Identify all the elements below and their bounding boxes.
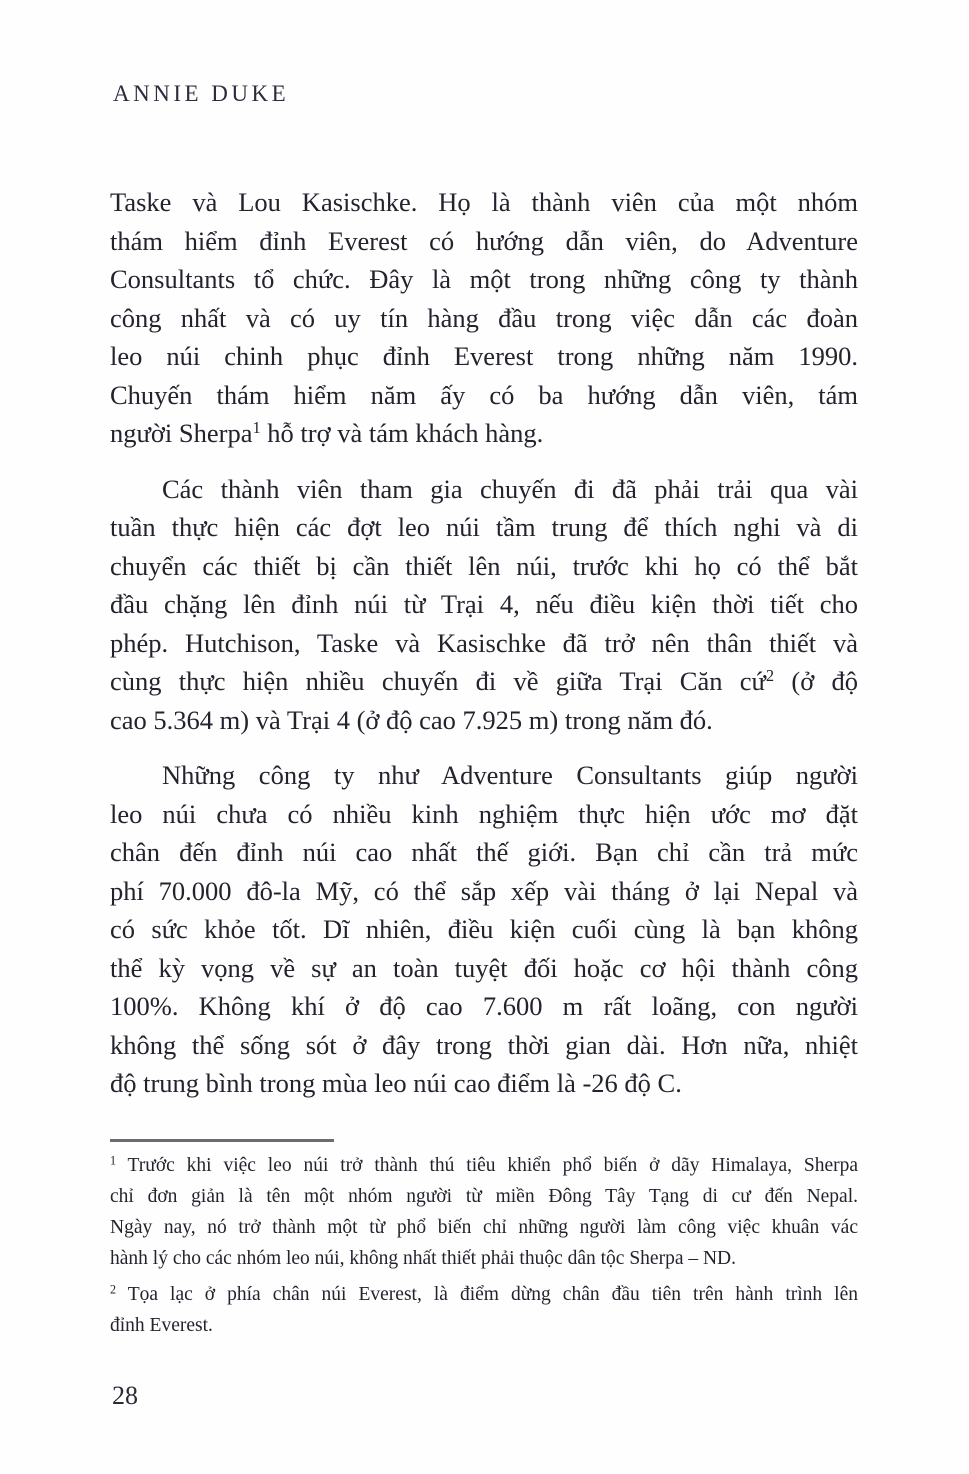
paragraph-line: đầu chặng lên đỉnh núi từ Trại 4, nếu điều kiện thời tiết cho [110, 589, 858, 619]
paragraph-line: độ trung bình trong mùa leo núi cao điểm là -26 độ C. [110, 1068, 682, 1098]
page-number: 28 [112, 1381, 138, 1410]
paragraph-line: phép. Hutchison, Taske và Kasischke đã trở nên thân thiết và [110, 627, 858, 658]
footnote-line: $^1$ Trước khi việc leo núi trở thành thú tiêu khiển phổ biến ở dãy Himalaya, Sherpa [110, 1153, 858, 1176]
paragraph [110, 756, 858, 1103]
footnote-line: $^2$ Tọa lạc ở phía chân núi Everest, là điểm dừng chân đầu tiên trên hành trình lên [110, 1282, 858, 1305]
footnote [110, 1279, 858, 1341]
paragraph-line: có sức khỏe tốt. Dĩ nhiên, điều kiện cuối cùng là bạn không [110, 914, 858, 944]
footnote-line: hành lý cho các nhóm leo núi, không nhất thiết phải thuộc dân tộc Sherpa – ND. [110, 1248, 737, 1269]
paragraph-line: chân đến đỉnh núi cao nhất thế giới. Bạn chỉ cần trả mức [110, 837, 858, 867]
footnote-reference-mark: 1 [252, 417, 261, 437]
paragraph-line: thám hiểm đỉnh Everest có hướng dẫn viên, do Adventure [110, 225, 858, 256]
paragraph-line: tuần thực hiện các đợt leo núi tầm trung để thích nghi và di [110, 512, 858, 542]
body-text [110, 183, 858, 1120]
footnote-separator [110, 1139, 334, 1142]
paragraph [110, 183, 858, 453]
footnote-line: đỉnh Everest. [110, 1315, 213, 1336]
paragraph-line: leo núi chưa có nhiều kinh nghiệm thực hiện ước mơ đặt [110, 798, 858, 829]
footnote-reference-mark: 2 [110, 1282, 117, 1297]
paragraph-line: cùng thực hiện nhiều chuyến đi về giữa Trại Căn cứ$^2$ (ở độ [110, 665, 858, 696]
paragraph-line: Consultants tổ chức. Đây là một trong những công ty thành [110, 264, 858, 294]
paragraph-line: leo núi chinh phục đỉnh Everest trong những năm 1990. [110, 341, 858, 371]
paragraph-line: công nhất và có uy tín hàng đầu trong việc dẫn các đoàn [110, 302, 858, 333]
running-header-author: ANNIE DUKE [113, 81, 290, 106]
paragraph-line: người Sherpa$^1$ hỗ trợ và tám khách hàng. [110, 417, 544, 448]
footnote-line: chỉ đơn giản là tên một nhóm người từ miền Đông Tây Tạng di cư đến Nepal. [110, 1186, 858, 1207]
paragraph-line: 100%. Không khí ở độ cao 7.600 m rất loãng, con người [110, 991, 858, 1021]
paragraph-line: Các thành viên tham gia chuyến đi đã phải trải qua vài [162, 473, 858, 504]
footnote-reference-mark: 1 [110, 1153, 117, 1168]
paragraph-line: cao 5.364 m) và Trại 4 (ở độ cao 7.925 m) trong năm đó. [110, 704, 713, 735]
paragraph-line: Chuyến thám hiểm năm ấy có ba hướng dẫn viên, tám [110, 379, 858, 410]
footnote-line: Ngày nay, nó trở thành một từ phổ biến chỉ những người làm công việc khuân vác [110, 1217, 858, 1238]
paragraph-line: Những công ty như Adventure Consultants giúp người [162, 760, 858, 790]
paragraph-line: thể kỳ vọng về sự an toàn tuyệt đối hoặc cơ hội thành công [110, 952, 858, 983]
paragraph-line: phí 70.000 đô-la Mỹ, có thể sắp xếp vài tháng ở lại Nepal và [110, 875, 858, 906]
paragraph-line: Taske và Lou Kasischke. Họ là thành viên của một nhóm [110, 187, 858, 217]
paragraph [110, 470, 858, 740]
footnote-reference-mark: 2 [765, 665, 775, 685]
footnote [110, 1150, 858, 1274]
footnotes-block [110, 1150, 858, 1346]
paragraph-line: không thể sống sót ở đây trong thời gian dài. Hơn nữa, nhiệt [110, 1029, 858, 1060]
paragraph-line: chuyển các thiết bị cần thiết lên núi, trước khi họ có thể bắt [110, 550, 858, 581]
